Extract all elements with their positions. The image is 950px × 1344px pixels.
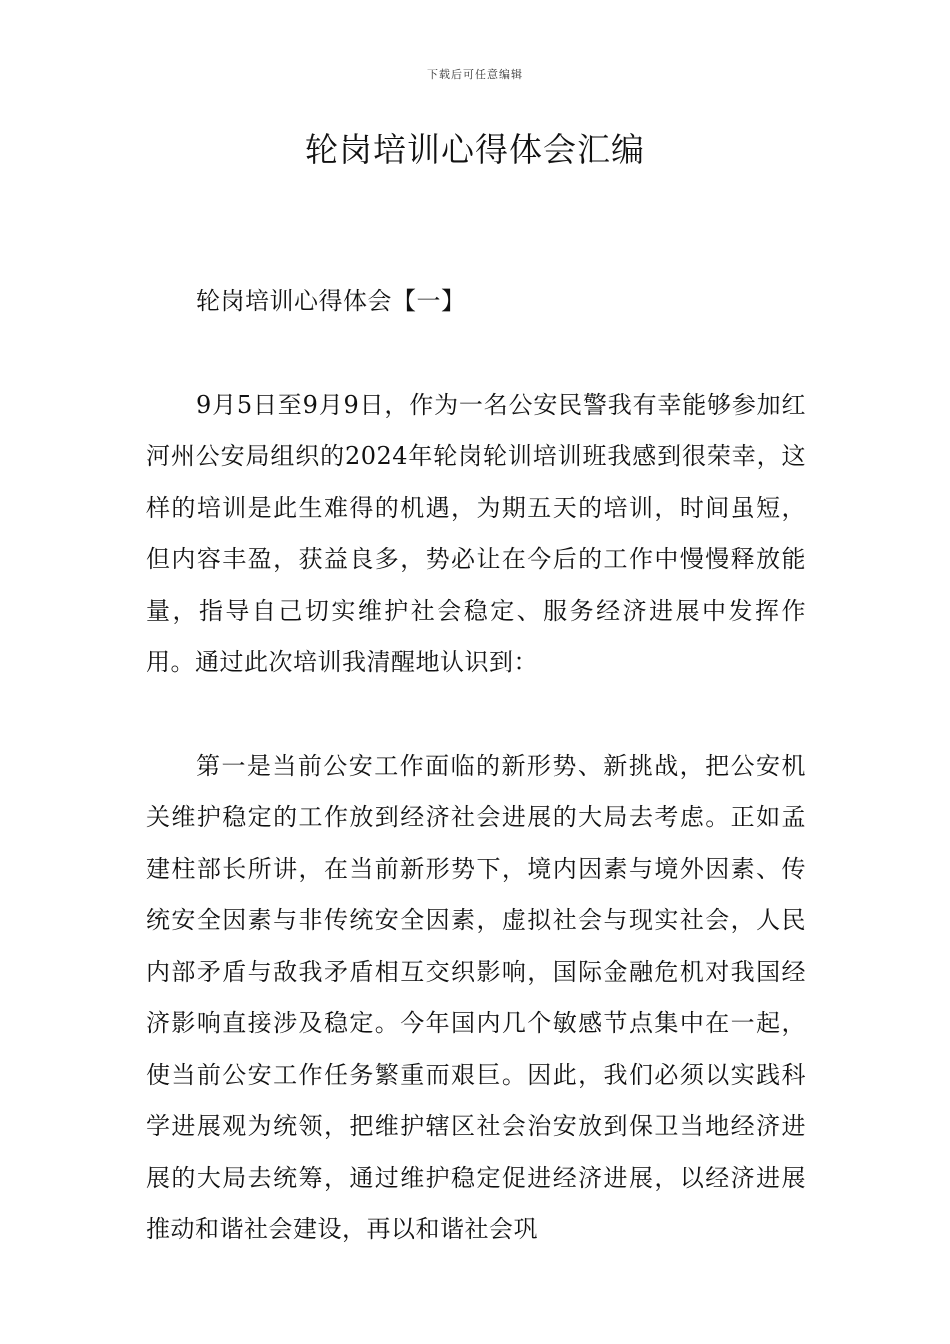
paragraph-1: 9月5日至9月9日，作为一名公安民警我有幸能够参加红河州公安局组织的2024年轮岗轮训培训班我感到很荣幸，这样的培训是此生难得的机遇，为期五天的培训，时间虽短，但内容丰盈，获益良多，势必让在今后的工作中慢慢释放能量，指导自己切实维护社会稳定、服务经济进展中发挥作用。通过此次培训我清醒地认识到： bbox=[146, 390, 806, 676]
section-heading: 轮岗培训心得体会【一】 bbox=[196, 287, 466, 315]
document-title: 轮岗培训心得体会汇编 bbox=[305, 130, 645, 169]
header-note: 下载后可任意编辑 bbox=[427, 68, 523, 81]
paragraph-2: 第一是当前公安工作面临的新形势、新挑战，把公安机关维护稳定的工作放到经济社会进展的大局去考虑。正如孟建柱部长所讲，在当前新形势下，境内因素与境外因素、传统安全因素与非传统安全因素，虚拟社会与现实社会，人民内部矛盾与敌我矛盾相互交织影响，国际金融危机对我国经济影响直接涉及稳定。今年国内几个敏感节点集中在一起，使当前公安工作任务繁重而艰巨。因此，我们必须以实践科学进展观为统领，把维护辖区社会治安放到保卫当地经济进展的大局去统筹，通过维护稳定促进经济进展，以经济进展推动和谐社会建设，再以和谐社会巩 bbox=[146, 751, 806, 1243]
document-body bbox=[146, 276, 806, 1308]
